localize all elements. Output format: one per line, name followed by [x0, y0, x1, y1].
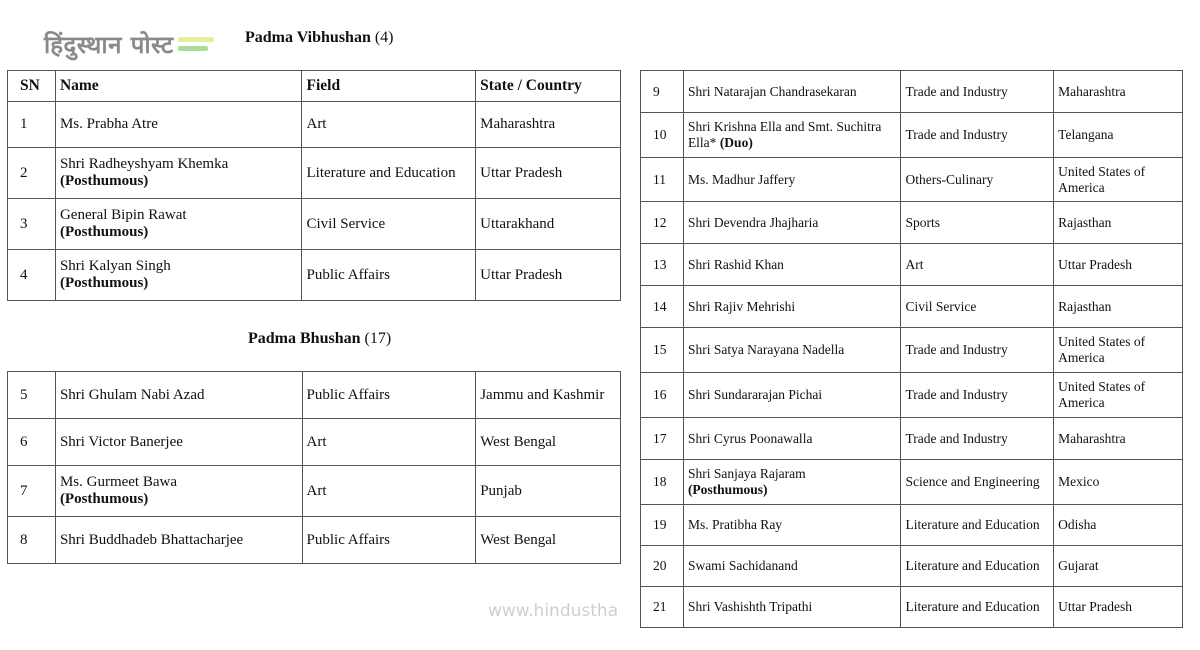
table-row [641, 286, 1183, 328]
cell-state: Telangana [1054, 113, 1183, 158]
padma-bhushan-table-right [640, 70, 1183, 628]
cell-sn: 21 [641, 587, 684, 628]
padma-vibhushan-table [7, 70, 621, 301]
awardee-note: (Posthumous) [687, 482, 768, 497]
table-row [641, 244, 1183, 286]
awardee-name: Shri Sundararajan Pichai [687, 387, 823, 402]
cell-field: Trade and Industry [901, 113, 1054, 158]
awardee-name: Ms. Pratibha Ray [687, 517, 783, 532]
cell-field: Art [302, 466, 476, 517]
table-row [641, 71, 1183, 113]
section-name: Padma Bhushan [248, 330, 361, 347]
table-row [8, 250, 621, 301]
cell-name [55, 517, 302, 564]
awardee-name: Ms. Prabha Atre [59, 116, 158, 132]
awardee-name: Ms. Gurmeet Bawa [59, 474, 177, 490]
cell-field: Art [302, 102, 476, 148]
table-row [641, 158, 1183, 202]
awardee-note: (Posthumous) [59, 275, 149, 291]
cell-name [683, 202, 901, 244]
awardee-name: Shri Satya Narayana Nadella [687, 342, 845, 357]
table-row [8, 102, 621, 148]
cell-name [683, 418, 901, 460]
cell-sn: 20 [641, 546, 684, 587]
cell-state: United States of America [1054, 158, 1183, 202]
cell-sn: 18 [641, 460, 684, 505]
cell-name [683, 460, 901, 505]
cell-name [55, 372, 302, 419]
cell-field: Trade and Industry [901, 71, 1054, 113]
table-header-row [8, 71, 621, 102]
cell-sn: 10 [641, 113, 684, 158]
cell-name [55, 148, 302, 199]
cell-sn: 15 [641, 328, 684, 373]
awardee-name: Shri Rajiv Mehrishi [687, 298, 796, 314]
cell-sn: 19 [641, 505, 684, 546]
cell-field: Civil Service [302, 199, 476, 250]
cell-sn: 17 [641, 418, 684, 460]
section-title-padma-bhushan [248, 330, 391, 348]
header-sn: SN [8, 71, 56, 102]
cell-name [55, 102, 302, 148]
awardee-note: (Posthumous) [59, 173, 149, 189]
awardee-name: Shri Natarajan Chandrasekaran [687, 83, 857, 99]
cell-name [55, 466, 302, 517]
cell-field: Public Affairs [302, 372, 476, 419]
cell-field: Art [302, 419, 476, 466]
cell-state: West Bengal [476, 419, 621, 466]
cell-sn: 11 [641, 158, 684, 202]
section-title-padma-vibhushan [245, 29, 394, 47]
cell-sn: 8 [8, 517, 56, 564]
logo-mark-icon [178, 37, 214, 51]
cell-field: Trade and Industry [901, 418, 1054, 460]
cell-sn: 16 [641, 373, 684, 418]
table-row [641, 460, 1183, 505]
table-row [641, 505, 1183, 546]
awardee-note: (Posthumous) [59, 224, 149, 240]
table-row [641, 418, 1183, 460]
cell-name [683, 71, 901, 113]
cell-sn: 12 [641, 202, 684, 244]
cell-state: Maharashtra [476, 102, 621, 148]
cell-state: Rajasthan [1054, 202, 1183, 244]
cell-name [683, 373, 901, 418]
awardee-note: (Posthumous) [59, 491, 149, 507]
table-row [641, 113, 1183, 158]
awardee-name: Swami Sachidanand [687, 558, 798, 573]
awardee-name: Shri Krishna Ella and Smt. Suchitra Ella* [687, 119, 882, 150]
cell-state: Odisha [1054, 505, 1183, 546]
awardee-name: Ms. Madhur Jaffery [687, 171, 796, 187]
cell-state: Maharashtra [1054, 418, 1183, 460]
section-count: (4) [374, 29, 394, 46]
header-state: State / Country [476, 71, 621, 102]
cell-field: Trade and Industry [901, 328, 1054, 373]
cell-field: Science and Engineering [901, 460, 1054, 505]
cell-state: United States of America [1054, 373, 1183, 418]
header-field: Field [302, 71, 476, 102]
cell-name [683, 587, 901, 628]
cell-field: Sports [901, 202, 1054, 244]
awardee-note: (Duo) [719, 135, 753, 150]
cell-name [683, 113, 901, 158]
cell-sn: 5 [8, 372, 56, 419]
cell-name [55, 419, 302, 466]
site-logo [44, 26, 214, 62]
awardee-name: Shri Buddhadeb Bhattacharjee [59, 531, 244, 548]
cell-field: Others-Culinary [901, 158, 1054, 202]
cell-sn: 14 [641, 286, 684, 328]
table-row [641, 202, 1183, 244]
cell-state: Rajasthan [1054, 286, 1183, 328]
awardee-name: Shri Rashid Khan [687, 256, 784, 272]
cell-field: Literature and Education [901, 505, 1054, 546]
cell-name [683, 158, 901, 202]
cell-state: Uttarakhand [476, 199, 621, 250]
cell-field: Civil Service [901, 286, 1054, 328]
cell-field: Literature and Education [901, 546, 1054, 587]
cell-state: Uttar Pradesh [1054, 244, 1183, 286]
table-row [8, 466, 621, 517]
cell-sn: 3 [8, 199, 56, 250]
awardee-name: Shri Devendra Jhajharia [687, 214, 819, 230]
table-row [8, 517, 621, 564]
awardee-name: Shri Cyrus Poonawalla [687, 430, 813, 446]
cell-name [683, 546, 901, 587]
cell-field: Trade and Industry [901, 373, 1054, 418]
table-row [641, 373, 1183, 418]
awardee-name: Shri Victor Banerjee [59, 433, 183, 450]
cell-sn: 9 [641, 71, 684, 113]
cell-state: Mexico [1054, 460, 1183, 505]
awardee-name: Shri Sanjaya Rajaram [687, 466, 806, 481]
cell-sn: 7 [8, 466, 56, 517]
cell-field: Literature and Education [302, 148, 476, 199]
table-row [8, 199, 621, 250]
cell-state: Uttar Pradesh [476, 148, 621, 199]
awardee-name: Shri Kalyan Singh [59, 258, 171, 274]
cell-name [683, 328, 901, 373]
cell-name [683, 505, 901, 546]
cell-name [683, 286, 901, 328]
cell-name [683, 244, 901, 286]
awardee-name: Shri Vashishth Tripathi [687, 599, 813, 614]
table-row [641, 328, 1183, 373]
logo-text: हिंदुस्थान पोस्ट [44, 30, 174, 59]
cell-state: Jammu and Kashmir [476, 372, 621, 419]
awardee-name: General Bipin Rawat [59, 207, 187, 223]
section-count: (17) [364, 330, 392, 347]
cell-state: Maharashtra [1054, 71, 1183, 113]
cell-field: Art [901, 244, 1054, 286]
header-name: Name [55, 71, 302, 102]
cell-state: Gujarat [1054, 546, 1183, 587]
table-row [8, 419, 621, 466]
table-row [8, 148, 621, 199]
cell-state: United States of America [1054, 328, 1183, 373]
table-row [8, 372, 621, 419]
cell-state: West Bengal [476, 517, 621, 564]
cell-name [55, 250, 302, 301]
cell-field: Public Affairs [302, 250, 476, 301]
table-row [641, 546, 1183, 587]
watermark-url: www.hindustha [488, 601, 619, 621]
awardee-name: Shri Radheyshyam Khemka [59, 156, 229, 172]
cell-sn: 4 [8, 250, 56, 301]
cell-sn: 2 [8, 148, 56, 199]
section-name: Padma Vibhushan [245, 29, 371, 46]
cell-sn: 13 [641, 244, 684, 286]
cell-state: Punjab [476, 466, 621, 517]
cell-name [55, 199, 302, 250]
cell-field: Literature and Education [901, 587, 1054, 628]
cell-sn: 1 [8, 102, 56, 148]
cell-state: Uttar Pradesh [476, 250, 621, 301]
cell-state: Uttar Pradesh [1054, 587, 1183, 628]
cell-sn: 6 [8, 419, 56, 466]
awardee-name: Shri Ghulam Nabi Azad [59, 386, 205, 403]
padma-bhushan-table-left [7, 371, 621, 564]
cell-field: Public Affairs [302, 517, 476, 564]
table-row [641, 587, 1183, 628]
